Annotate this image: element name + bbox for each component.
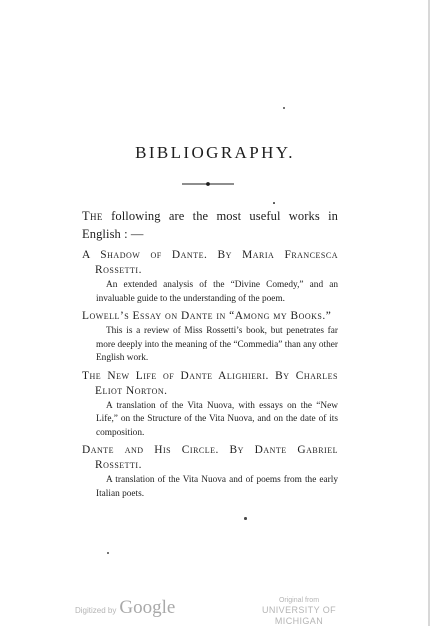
page-title: BIBLIOGRAPHY. bbox=[135, 143, 295, 162]
entry-description: A translation of the Vita Nuova, with essays on the “New Life,” on the Structure of the Vita Nuova, and on the date of its composition. bbox=[96, 400, 338, 438]
bibliography-entry bbox=[82, 443, 338, 501]
original-from-label: Original from bbox=[278, 597, 320, 604]
title-ornament bbox=[182, 181, 234, 187]
scan-speck bbox=[283, 107, 285, 109]
scan-speck bbox=[273, 202, 275, 204]
entry-description: A translation of the Vita Nuova and of poems from the early Italian poets. bbox=[96, 475, 338, 499]
intro-paragraph bbox=[82, 207, 338, 243]
entry-heading: Lowell’s Essay on Dante in “Among my Books.” bbox=[82, 310, 332, 322]
scan-speck bbox=[107, 552, 109, 554]
scan-speck bbox=[244, 517, 247, 520]
entry-description: This is a review of Miss Rossetti’s book, but penetrates far more deeply into the meaning of the “Commedia” than any other English work. bbox=[96, 326, 338, 363]
intro-text: following are the most useful works in English : — bbox=[82, 209, 338, 241]
digitized-watermark bbox=[75, 597, 175, 619]
entry-description: An extended analysis of the “Divine Comedy,” and an invaluable guide to the understanding of the poem. bbox=[96, 280, 338, 304]
bibliography-entry bbox=[82, 369, 338, 441]
bibliography-entry bbox=[82, 309, 338, 366]
digitized-by-label: Digitized by bbox=[75, 606, 117, 615]
intro-first-word: The bbox=[82, 209, 103, 223]
bibliography-entry bbox=[82, 248, 338, 306]
university-label: UNIVERSITY OF MICHIGAN bbox=[261, 605, 337, 626]
google-logo: Google bbox=[119, 597, 176, 618]
bibliography-list bbox=[82, 248, 338, 504]
entry-heading: Dante and His Circle. By Dante Gabriel Rossetti. bbox=[82, 444, 338, 471]
entry-heading: The New Life of Dante Alighieri. By Charles Eliot Norton. bbox=[82, 369, 338, 397]
source-watermark bbox=[243, 596, 355, 627]
entry-heading: A Shadow of Dante. By Maria Francesca Rossetti. bbox=[82, 249, 338, 276]
